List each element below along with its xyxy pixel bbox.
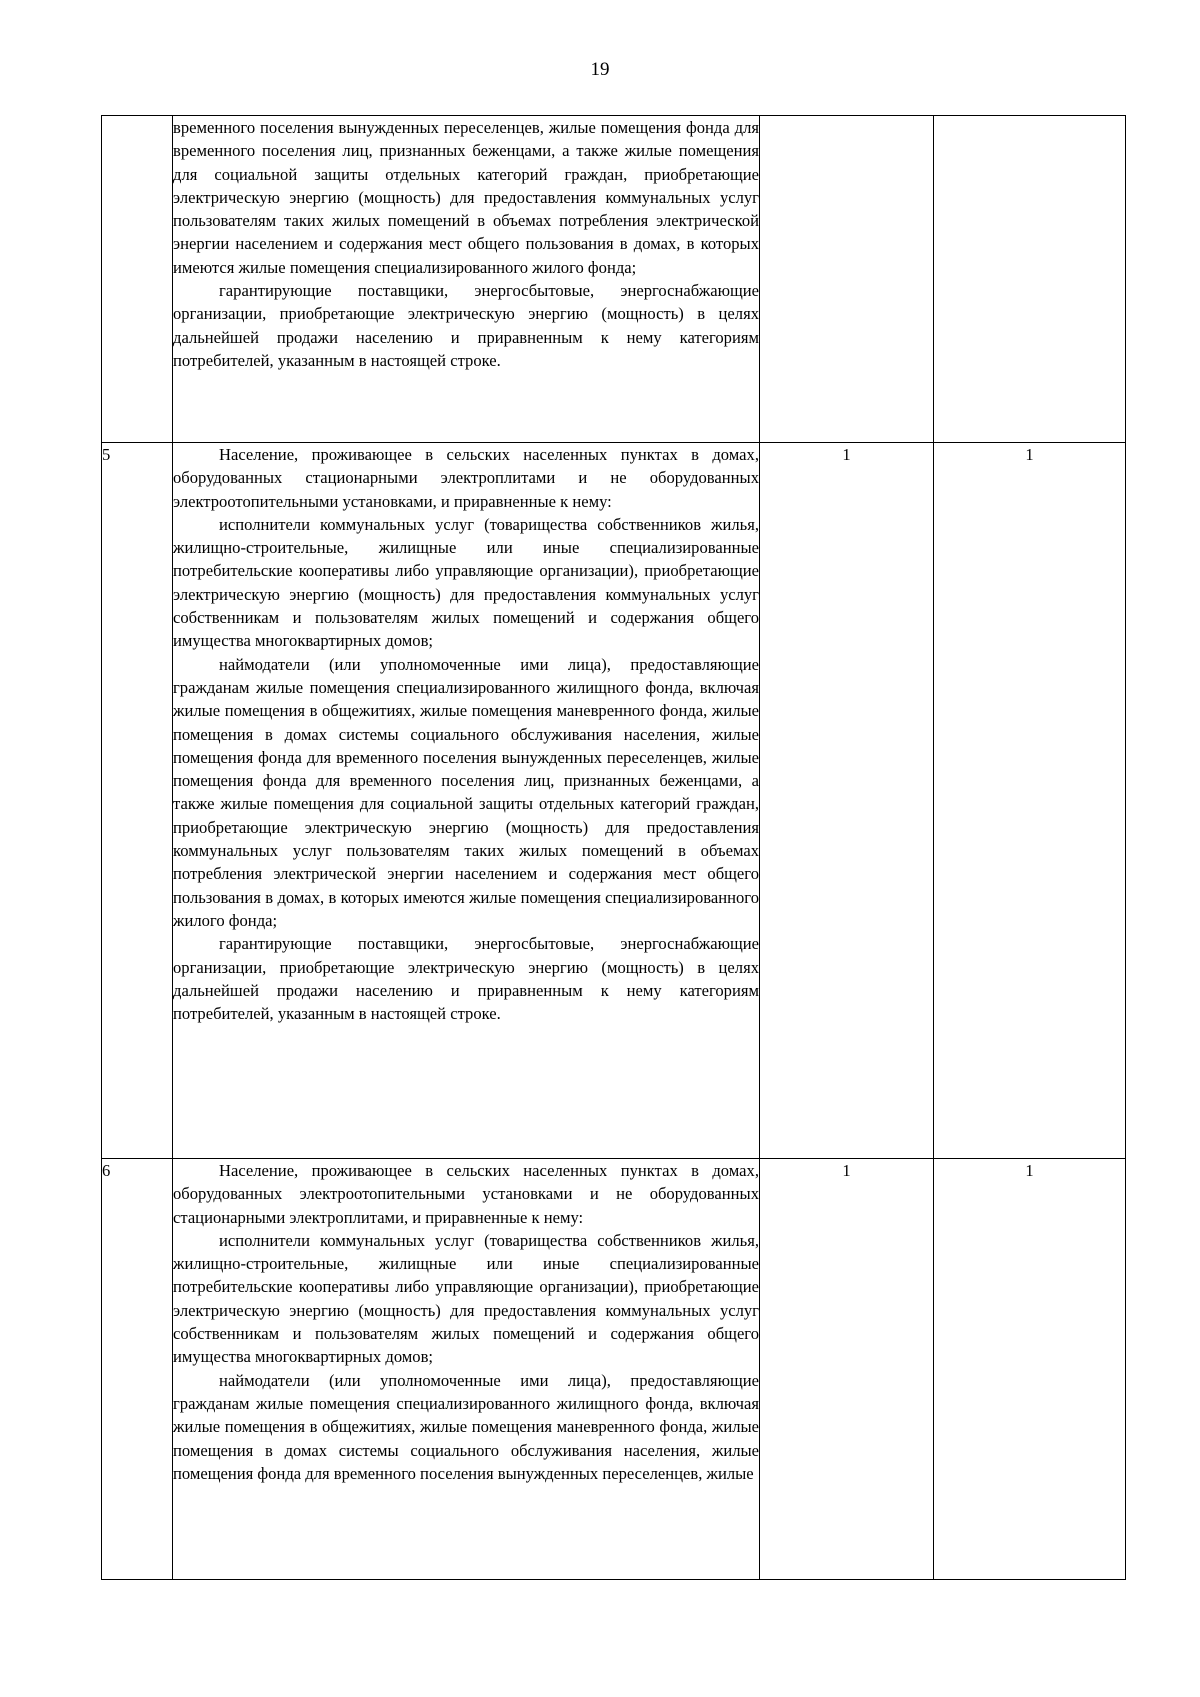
paragraph: Население, проживающее в сельских населенных пунктах в домах, оборудованных стационарными электроплитами и не оборудованных электроотопительными установками, и приравненные к нему: [173, 445, 759, 511]
row-number [102, 116, 173, 443]
paragraph: наймодатели (или уполномоченные ими лица), предоставляющие гражданам жилые помещения специализированного жилищного фонда, включая жилые помещения в общежитиях, жилые помещения маневренного фонда, жилые помещения в домах системы социального обслуживания населения, жилые помещения фонда для временного поселения вынужденных переселенцев, жилые [173, 1370, 759, 1483]
page-number: 19 [590, 59, 610, 80]
row-description [173, 116, 760, 443]
row-value-1: 1 [760, 443, 934, 1159]
row-description [173, 1159, 760, 1580]
paragraph: исполнители коммунальных услуг (товарищества собственников жилья, жилищно-строительные, жилищные или иные специализированные потребительские кооперативы либо управляющие организации), приобретающие электрическую энергию (мощность) для предоставления коммунальных услуг собственникам и пользователям жилых помещений и содержания общего имущества многоквартирных домов; [173, 1230, 759, 1367]
paragraph: гарантирующие поставщики, энергосбытовые, энергоснабжающие организации, приобретающие электрическую энергию (мощность) в целях дальнейшей продажи населению и приравненным к нему категориям потребителей, указанным в настоящей строке. [173, 281, 759, 370]
table-row [102, 443, 1126, 1159]
paragraph: наймодатели (или уполномоченные ими лица), предоставляющие гражданам жилые помещения специализированного жилищного фонда, включая жилые помещения в общежитиях, жилые помещения маневренного фонда, жилые помещения в домах системы социального обслуживания населения, жилые помещения фонда для временного поселения вынужденных переселенцев, жилые помещения фонда для временного поселения лиц, признанных беженцами, а также жилые помещения для социальной защиты отдельных категорий граждан, приобретающие электрическую энергию (мощность) для предоставления коммунальных услуг пользователям таких жилых помещений в объемах потребления электрической энергии населением и содержания мест общего пользования в домах, в которых имеются жилые помещения специализированного жилого фонда; [173, 654, 759, 930]
row-number: 5 [102, 443, 173, 1159]
paragraph: Население, проживающее в сельских населенных пунктах в домах, оборудованных электроотопительными установками и не оборудованных стационарными электроплитами, и приравненные к нему: [173, 1161, 759, 1227]
row-value-1 [760, 116, 934, 443]
tariff-table [101, 115, 1126, 1580]
row-number: 6 [102, 1159, 173, 1580]
paragraph: гарантирующие поставщики, энергосбытовые, энергоснабжающие организации, приобретающие электрическую энергию (мощность) в целях дальнейшей продажи населению и приравненным к нему категориям потребителей, указанным в настоящей строке. [173, 934, 759, 1024]
table-row [102, 1159, 1126, 1580]
row-value-1: 1 [760, 1159, 934, 1580]
row-description [173, 443, 760, 1159]
row-value-2: 1 [934, 443, 1126, 1159]
paragraph: исполнители коммунальных услуг (товарищества собственников жилья, жилищно-строительные, жилищные или иные специализированные потребительские кооперативы либо управляющие организации), приобретающие электрическую энергию (мощность) для предоставления коммунальных услуг собственникам и пользователям жилых помещений и содержания общего имущества многоквартирных домов; [173, 514, 759, 651]
row-value-2 [934, 116, 1126, 443]
row-value-2: 1 [934, 1159, 1126, 1580]
paragraph: временного поселения вынужденных переселенцев, жилые помещения фонда для временного поселения лиц, признанных беженцами, а также жилые помещения для социальной защиты отдельных категорий граждан, приобретающие электрическую энергию (мощность) для предоставления коммунальных услуг пользователям таких жилых помещений в объемах потребления электрической энергии населением и содержания мест общего пользования в домах, в которых имеются жилые помещения специализированного жилого фонда; [173, 118, 759, 277]
table-row [102, 116, 1126, 443]
